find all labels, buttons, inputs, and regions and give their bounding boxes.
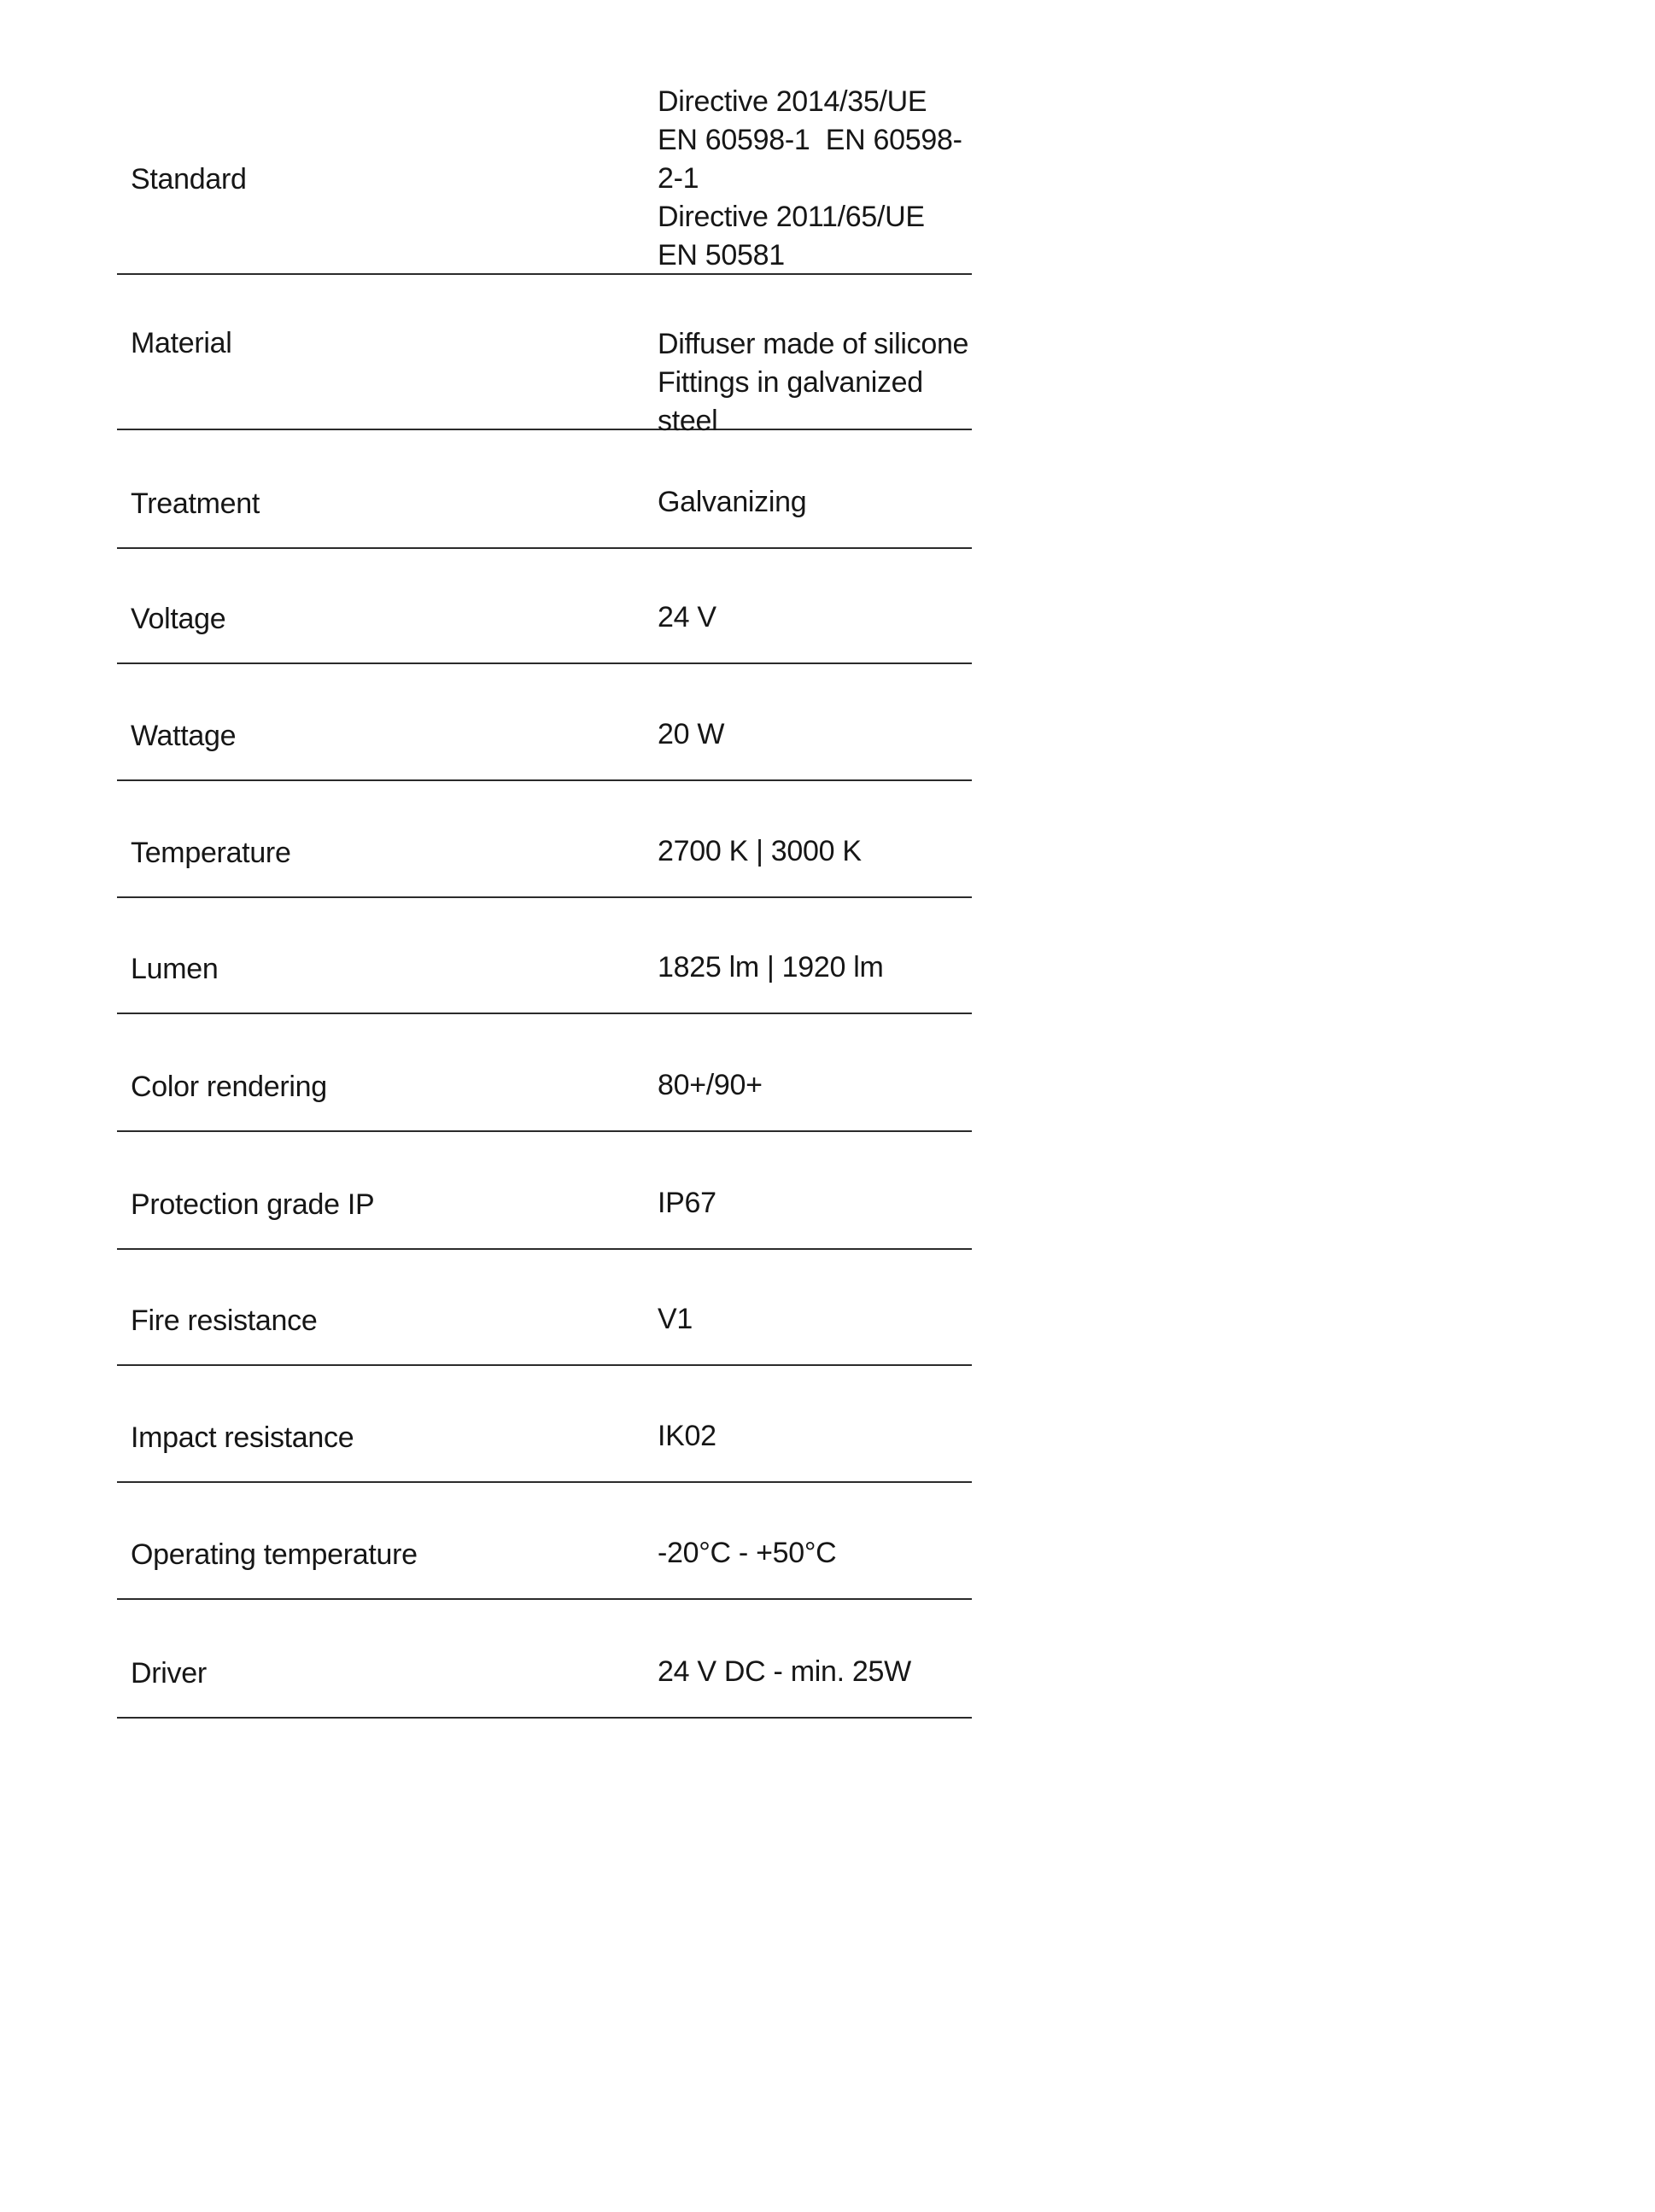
- spec-value-line: EN 60598-1 EN 60598-2-1: [658, 124, 962, 195]
- spec-label: Material: [131, 327, 232, 359]
- spec-row-wattage: [117, 664, 972, 781]
- spec-value: [658, 1653, 972, 1691]
- spec-row-operating-temperature: [117, 1483, 972, 1600]
- spec-row-temperature: [117, 781, 972, 898]
- spec-value: [658, 832, 972, 871]
- spec-row-fire-resistance: [117, 1250, 972, 1366]
- spec-row-treatment: [117, 430, 972, 549]
- spec-value: [658, 1184, 972, 1223]
- spec-value: [658, 1300, 972, 1339]
- spec-label: Driver: [131, 1657, 207, 1690]
- spec-value-line: EN 50581: [658, 239, 785, 271]
- spec-value: [658, 715, 972, 754]
- spec-value-line: IP67: [658, 1187, 716, 1219]
- spec-value: [658, 325, 972, 441]
- spec-value-line: Directive 2011/65/UE: [658, 201, 925, 233]
- spec-value-line: Fittings in galvanized steel: [658, 366, 932, 437]
- spec-label: Standard: [131, 162, 247, 196]
- spec-value-line: Directive 2014/35/UE: [658, 85, 927, 118]
- spec-label: Color rendering: [131, 1071, 327, 1103]
- spec-value-line: 24 V DC - min. 25W: [658, 1655, 911, 1688]
- spec-value: [658, 1534, 972, 1573]
- spec-value-line: IK02: [658, 1420, 716, 1452]
- spec-value-line: 80+/90+: [658, 1069, 763, 1101]
- spec-row-standard: [117, 0, 972, 275]
- spec-value-line: 20 W: [658, 718, 725, 750]
- spec-row-voltage: [117, 549, 972, 664]
- spec-value: [658, 83, 972, 275]
- spec-label: Impact resistance: [131, 1421, 354, 1454]
- spec-row-material: [117, 275, 972, 437]
- spec-label: Voltage: [131, 603, 226, 635]
- spec-value-line: -20°C - +50°C: [658, 1537, 837, 1569]
- spec-row-color-rendering: [117, 1014, 972, 1132]
- spec-value: [658, 948, 972, 987]
- spec-value: [658, 483, 972, 522]
- spec-label: Fire resistance: [131, 1304, 318, 1337]
- spec-label: Temperature: [131, 837, 291, 869]
- spec-label: Wattage: [131, 720, 237, 752]
- spec-value-line: 2700 K | 3000 K: [658, 835, 862, 867]
- spec-row-lumen: [117, 898, 972, 1014]
- spec-value: [658, 1066, 972, 1105]
- spec-label: Lumen: [131, 953, 219, 985]
- spec-value: [658, 598, 972, 637]
- spec-value-line: V1: [658, 1303, 693, 1335]
- spec-label: Treatment: [131, 487, 260, 520]
- spec-row-driver: [117, 1600, 972, 1719]
- spec-row-impact-resistance: [117, 1366, 972, 1483]
- spec-value-line: 1825 lm | 1920 lm: [658, 951, 884, 983]
- spec-value: [658, 1417, 972, 1456]
- spec-label: Operating temperature: [131, 1538, 418, 1571]
- spec-row-protection-grade-ip: [117, 1132, 972, 1250]
- spec-value-line: Diffuser made of silicone: [658, 328, 969, 360]
- spec-label: Protection grade IP: [131, 1188, 375, 1221]
- spec-value-line: Galvanizing: [658, 486, 807, 518]
- spec-value-line: 24 V: [658, 601, 716, 633]
- spec-table: [117, 0, 972, 1719]
